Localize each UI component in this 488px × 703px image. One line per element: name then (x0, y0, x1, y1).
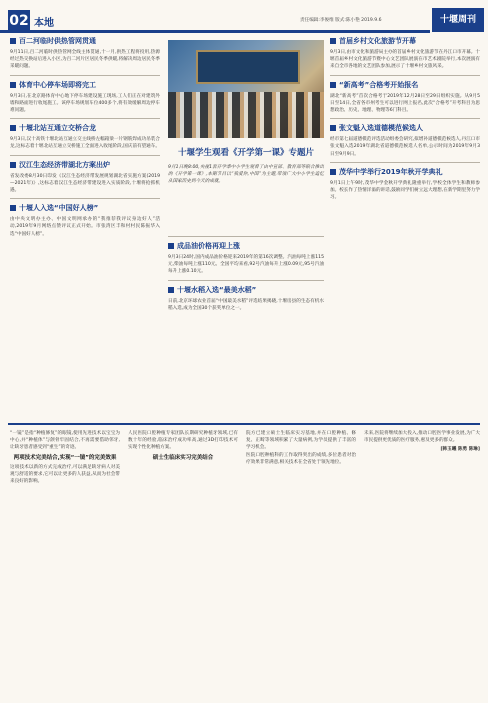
editor-credits: 责任编辑:李俊维 版式:陈小艳 2019.9.6 (300, 18, 382, 23)
page-number: 02 (8, 10, 30, 32)
divider (330, 118, 480, 119)
article-heading: 体育中心停车场即将完工 (10, 80, 160, 90)
students-silhouette (168, 92, 324, 138)
square-bullet-icon (10, 162, 16, 168)
article-paragraph: 医院口腔种植科的工作取得突出的成绩,多位患者对治疗效果非常满意,相关技术在全省处于领先地位。 (246, 452, 356, 465)
article-paragraph: 这项技术以新的方式完成治疗,可以满足缺牙病人对美观与舒适的要求,它可以让更多的人获益,从而为社会带来良好的影响。 (10, 464, 120, 485)
page-header (0, 8, 488, 32)
article-body: 省发改委8月30日印发《汉江生态经济带发展规划湖北省实施方案(2019—2021年)》,这标志着汉江生态经济带建设进入实质阶段,十堰将抢抓机遇。 (10, 173, 160, 194)
divider (10, 118, 160, 119)
square-bullet-icon (10, 82, 16, 88)
section-rule (8, 423, 480, 425)
article-heading: “新高考”合格考开始报名 (330, 80, 480, 90)
square-bullet-icon (10, 125, 16, 131)
lower-column-4 (364, 430, 480, 452)
masthead-logo: 十堰周刊 (432, 8, 484, 32)
article-heading: 十堰人入选“中国好人榜” (10, 203, 160, 213)
article-paragraph: 院方已建立硕士生临床实习基地,并在口腔种植、修复、正畸等领域积累了大量病例,为学员提供了丰富的学习机会。 (246, 431, 356, 451)
article-body: 湖北“新高考”首次合格考于2019年12月28日至29日组织实施。从9月5日至14日,全省各市州考生可以进行网上报名,此次“合格考”开考科目为思想政治、历史、地理、物理等6门科目。 (330, 93, 480, 114)
tv-screen (196, 50, 300, 84)
divider (168, 280, 324, 281)
article-body: 9月3日,汉十高铁十堰北站互通立交主线桥左幅箱梁一片钢筋焊成功吊装合龙,这标志着十堰北站互通立交桥施工全面进入收尾阶段,国庆前有望通车。 (10, 137, 160, 150)
square-bullet-icon (168, 243, 174, 249)
divider (10, 155, 160, 156)
lower-column-3 (246, 430, 356, 466)
section-title: 本地 (34, 18, 54, 29)
article-heading: 十堰水稻入选“最美水稻” (168, 285, 324, 295)
article-body: 9月1日上午9时,茂华中学金秋开学典礼隆重举行,学校全体学生和教师参加。校长作了热情洋溢的讲话,鼓励同学们树立远大理想,在新学期里努力学习。 (330, 180, 480, 201)
article-body: 由中央文明办主办、中国文明网承办的“我推荐我评议身边好人”活动,2019年9月网络点赞评议正式开始。市张湾区丰和村村民陈振华入选“中国好人榜”。 (10, 217, 160, 237)
photo-caption-body: 9月1日晚8:00,央视1套开学季中小学生观看了由中宣部、教育部等联合推出的《开学第一课》,本期节目以“我爱你,中国”为主题,带领广大中小学生追忆从国家历史到今天的成就。 (168, 165, 324, 184)
author-signature: [韩玉曦 陈勇 陈琳] (440, 447, 480, 453)
square-bullet-icon (330, 82, 336, 88)
square-bullet-icon (168, 287, 174, 293)
article-body: 经市第七届道德模范评选活动组委会研究,拟增补道德模范候选人,丹江口市张文魁入选2019年湖北省道德模范候选人名单,公示时间为2019年9月3日至9月9日。 (330, 137, 480, 157)
lower-column-1 (10, 430, 120, 485)
article-heading: 成品油价格再迎上涨 (168, 241, 324, 251)
article-heading: 十堰北站互通立交桥合龙 (10, 123, 160, 133)
photo-caption-title: 十堰学生观看《开学第一课》专题片 (177, 148, 314, 158)
divider (10, 198, 160, 199)
article-body: 9月11日,百二河临时供热管网全线主体贯通,十一月,供热工程将投用,热源经过热交换站后进入小区,为百二河片区居民冬季供暖,将解决周边居民冬季采暖问题。 (10, 50, 160, 70)
article-body: 日前,北京环球农业首届“中国最美水稻”评选结果揭晓,十堰房县的生态有机水稻入选,成为全国30个获奖单位之一。 (168, 298, 324, 311)
header-rule (0, 30, 430, 33)
article-paragraph: “一镜”是指“种植修复”的眼镜,使用先进技术以宝宝为中心,并“种植体”与颌骨牢固结合,不再需要借助邻牙,让缺牙患者感受到“重生”的奇迹。 (10, 431, 120, 451)
article-heading: 张文魁入选道德模范候选人 (330, 123, 480, 133)
right-column (330, 36, 480, 201)
lower-column-2 (128, 430, 238, 464)
article-paragraph: 人民医院口腔种植专家团队长期研究种植牙领域,已有数十年的经验,临床治疗成功率高,通过3D打印技术可实现个性化种植方案。 (128, 431, 238, 451)
square-bullet-icon (10, 38, 16, 44)
article-paragraph: 未来,医院将继续加大投入,推动口腔医学事业发展,为广大市民提供更优质的医疗服务,惠及更多的群众。 (364, 431, 480, 444)
square-bullet-icon (330, 38, 336, 44)
divider (168, 236, 324, 237)
divider (330, 75, 480, 76)
square-bullet-icon (10, 205, 16, 211)
article-heading: 茂华中学举行2019年秋开学典礼 (330, 167, 480, 177)
center-column (168, 232, 324, 312)
article-subtitle: 两项技术完美结合,实现“一镜”的完美效果 (13, 454, 117, 461)
left-column (10, 36, 160, 238)
article-heading: 百二河临时供热管网贯通 (10, 36, 160, 46)
article-heading: 首届乡村文化旅游节开幕 (330, 36, 480, 46)
divider (10, 75, 160, 76)
square-bullet-icon (330, 169, 336, 175)
article-body: 9月3日24时,国内成品油价格迎来2019年的第16次调整。汽油每吨上涨115元,柴油每吨上涨110元。全国平均来看,92号汽油每升上涨0.09元,95号汽油每升上涨0.10元。 (168, 255, 324, 275)
square-bullet-icon (330, 125, 336, 131)
photo-caption (168, 164, 324, 185)
classroom-photo (168, 40, 324, 138)
article-subtitle: 硕士生临床实习完美结合 (152, 454, 214, 461)
article-body: 9月3日,由市文化和旅游局主办的首届乡村文化旅游节在丹江口市开幕。十堰首届乡村文化旅游节暨中心文艺团队展演在市艺术剧院举行,本次展演有来自全市各地的文艺团队参加,展示了十堰乡村文旅风采。 (330, 50, 480, 70)
article-body: 9月3日,在北京路体育中心地下停车场建设施工现场,工人们正在对建筑外墙和路面进行收尾施工。该停车场规划车位400多个,将有效缓解周边停车难问题。 (10, 93, 160, 114)
article-heading: 汉江生态经济带湖北方案出炉 (10, 160, 160, 170)
divider (330, 162, 480, 163)
